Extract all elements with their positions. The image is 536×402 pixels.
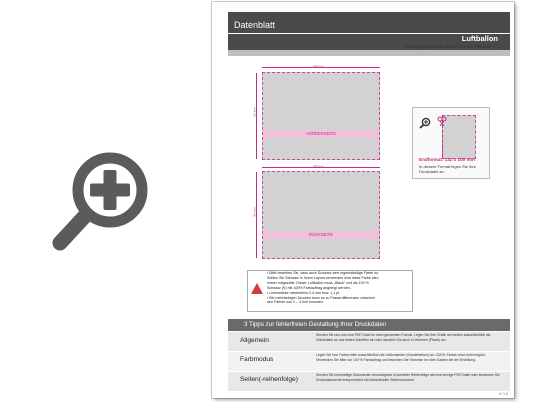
- tip-text: Legen Sie Ihre Farben bitte ausschließlich als Volltonfarben (Sonderfarben) an. CMYK-Farben sind nicht möglich. Verwenden Sie bitte nur 100 % Farbauftrag und beachten Sie Hinweise im roten Kasten bei der Erstellung.: [316, 353, 487, 362]
- warning-line: • Linienstärke mindestens 0,4 mm bzw. 1,1 pt.: [267, 290, 341, 295]
- format-size: Endformat: 132 x 100 mm: [419, 157, 475, 162]
- format-preview: [442, 115, 476, 159]
- header-band: [228, 50, 510, 56]
- warning-line: • Bei mehrfarbigen Drucken kann es zu Passerdifferenzen zwischen: [267, 295, 376, 300]
- zoom-in-icon[interactable]: [50, 148, 152, 256]
- warning-icon: [251, 283, 263, 294]
- warning-text: [267, 271, 395, 305]
- format-note-2: Druckdatei an.: [419, 169, 445, 174]
- warning-line: Schwarz (K) mit 100% Farbauftrag angelegt werden.: [267, 285, 351, 290]
- warning-line: • Bitte beachten Sie, dass auch Schwarz eine eigenständige Farbe ist.: [267, 271, 379, 275]
- warning-line: Sollten Sie Schwarz in Ihrem Layout verwenden wird diese Farbe also: [267, 275, 379, 280]
- product-title: Luftballon: [461, 34, 498, 43]
- front-panel: [262, 72, 380, 160]
- product-subtitle: 2/2-farbig (Schwarz & HKS K oder Pantone C): [403, 44, 498, 49]
- back-width-dim: 110 mm: [313, 164, 324, 168]
- tip-label: Seiten(-reihenfolge): [240, 376, 298, 383]
- back-label: RÜCKSEITE: [309, 232, 333, 237]
- back-height-dim: 90 mm: [252, 207, 257, 217]
- front-label: VORDERSEITE: [305, 131, 337, 136]
- front-width-dim: 110 mm: [313, 64, 324, 68]
- zoom-small-icon[interactable]: [419, 117, 431, 129]
- header-tab: Datenblatt: [234, 20, 276, 30]
- tip-label: Allgemein: [240, 337, 269, 344]
- tip-text: Senden Sie uns uns eine PDF-Datei im oben genannten Format. Legen Sie Ihre Grafik am besten ausschließlich als Vektordatei an und betten Schriften ein oder wandeln Sie auch in Vektoren (Pfade) um.: [316, 333, 491, 342]
- page-version: V. 1.0: [498, 392, 508, 396]
- format-note-1: In diesem Format legen Sie Ihre: [419, 164, 476, 169]
- front-height-dim: 90 mm: [252, 107, 257, 117]
- warning-line: immer mitgezählt. Dieser Luftballon muss „Black“ und als 100 %: [267, 280, 369, 285]
- tip-text: Senden Sie mehrseitige Dokumente chronologisch in korrekter Reihenfolge als eine einzige PDF-Datei oder benennen Sie Druckdokumente entsprechend mit fortlaufenden Seitennummern.: [316, 373, 500, 382]
- tip-label: Farbmodus: [240, 356, 274, 363]
- scissors-icon: [437, 116, 447, 126]
- tips-title: 3 Tipps zur fehlerfreien Gestaltung Ihrer Druckdaten: [244, 321, 387, 328]
- warning-line: den Farben von 2 – 3 mm kommen.: [267, 300, 324, 305]
- back-panel: [262, 171, 380, 259]
